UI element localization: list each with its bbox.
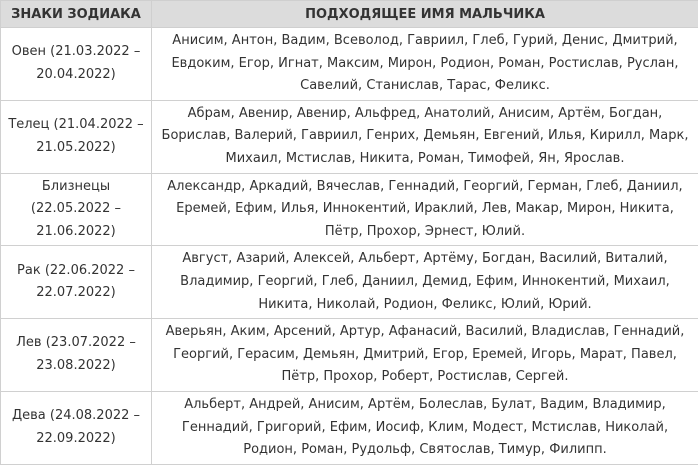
zodiac-sign-cell: Близнецы (22.05.2022 – 21.06.2022) [1, 173, 152, 246]
names-cell: Август, Азарий, Алексей, Альберт, Артёму, Богдан, Василий, Виталий, Владимир, Георгий, Глеб, Даниил, Демид, Ефим, Иннокентий, Михаил, Никита, Николай, Родион, Феликс, Юлий, Юрий. [152, 246, 698, 319]
table-row [1, 391, 698, 464]
names-cell: Абрам, Авенир, Авенир, Альфред, Анатолий, Анисим, Артём, Богдан, Борислав, Валерий, Гавриил, Генрих, Демьян, Евгений, Илья, Кирилл, Марк, Михаил, Мстислав, Никита, Роман, Тимофей, Ян, Ярослав. [152, 100, 698, 173]
table-row [1, 246, 698, 319]
names-cell: Анисим, Антон, Вадим, Всеволод, Гавриил, Глеб, Гурий, Денис, Дмитрий, Евдоким, Егор, Игнат, Максим, Мирон, Родион, Роман, Ростислав, Руслан, Савелий, Станислав, Тарас, Феликс. [152, 28, 698, 101]
table-row [1, 319, 698, 392]
names-cell: Альберт, Андрей, Анисим, Артём, Болеслав, Булат, Вадим, Владимир, Геннадий, Григорий, Ефим, Иосиф, Клим, Модест, Мстислав, Николай, Родион, Роман, Рудольф, Святослав, Тимур, Филипп. [152, 391, 698, 464]
table-row [1, 28, 698, 101]
zodiac-sign-cell: Дева (24.08.2022 – 22.09.2022) [1, 391, 152, 464]
boy-name-column-header: ПОДХОДЯЩЕЕ ИМЯ МАЛЬЧИКА [152, 1, 698, 28]
names-cell: Александр, Аркадий, Вячеслав, Геннадий, Георгий, Герман, Глеб, Даниил, Еремей, Ефим, Илья, Иннокентий, Ираклий, Лев, Макар, Мирон, Никита, Пётр, Прохор, Эрнест, Юлий. [152, 173, 698, 246]
zodiac-sign-cell: Телец (21.04.2022 – 21.05.2022) [1, 100, 152, 173]
table-row [1, 173, 698, 246]
zodiac-sign-cell: Рак (22.06.2022 – 22.07.2022) [1, 246, 152, 319]
zodiac-sign-column-header: ЗНАКИ ЗОДИАКА [1, 1, 152, 28]
names-cell: Аверьян, Аким, Арсений, Артур, Афанасий, Василий, Владислав, Геннадий, Георгий, Герасим, Демьян, Дмитрий, Егор, Еремей, Игорь, Марат, Павел, Пётр, Прохор, Роберт, Ростислав, Сергей. [152, 319, 698, 392]
zodiac-sign-cell: Овен (21.03.2022 – 20.04.2022) [1, 28, 152, 101]
table-row [1, 100, 698, 173]
table-header-row [1, 1, 698, 28]
zodiac-sign-cell: Лев (23.07.2022 – 23.08.2022) [1, 319, 152, 392]
